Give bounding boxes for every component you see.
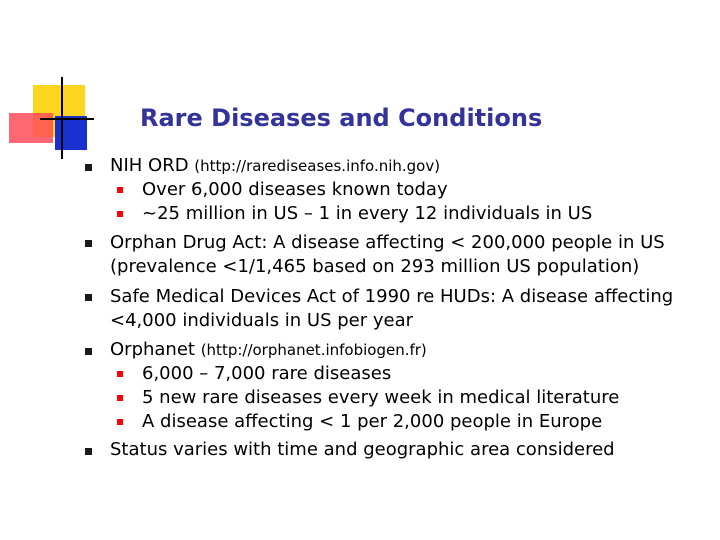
item-label: Orphanet bbox=[110, 339, 201, 360]
sub-bullet-square-icon bbox=[117, 211, 123, 217]
sub-bullet-square-icon bbox=[117, 395, 123, 401]
sub-list-item: ~25 million in US – 1 in every 12 individuals in US bbox=[142, 203, 593, 224]
bullet-square-icon bbox=[85, 164, 92, 171]
sub-list-item: Over 6,000 diseases known today bbox=[142, 179, 448, 200]
item-link-text: (http://orphanet.infobiogen.fr) bbox=[200, 341, 427, 359]
sub-list-item: 6,000 – 7,000 rare diseases bbox=[142, 363, 392, 384]
sub-list-item: A disease affecting < 1 per 2,000 people in Europe bbox=[142, 411, 603, 432]
list-item: Status varies with time and geographic area considered bbox=[110, 439, 615, 460]
list-item-continuation: <4,000 individuals in US per year bbox=[110, 310, 414, 331]
sub-bullet-square-icon bbox=[117, 371, 123, 377]
sub-bullet-square-icon bbox=[117, 187, 123, 193]
bullet-square-icon bbox=[85, 348, 92, 355]
bullet-square-icon bbox=[85, 240, 92, 247]
list-item bbox=[110, 338, 427, 362]
item-link-text: (http://rarediseases.info.nih.gov) bbox=[194, 157, 441, 175]
bullet-square-icon bbox=[85, 448, 92, 455]
sub-bullet-square-icon bbox=[117, 419, 123, 425]
item-label: NIH ORD bbox=[110, 155, 195, 176]
list-item: Orphan Drug Act: A disease affecting < 200,000 people in US bbox=[110, 232, 665, 253]
list-item-continuation: (prevalence <1/1,465 based on 293 million US population) bbox=[110, 256, 640, 277]
sub-list-item: 5 new rare diseases every week in medical literature bbox=[142, 387, 620, 408]
bullet-square-icon bbox=[85, 294, 92, 301]
slide-title: Rare Diseases and Conditions bbox=[140, 104, 543, 132]
list-item bbox=[110, 154, 440, 178]
list-item: Safe Medical Devices Act of 1990 re HUDs: A disease affecting bbox=[110, 286, 674, 307]
